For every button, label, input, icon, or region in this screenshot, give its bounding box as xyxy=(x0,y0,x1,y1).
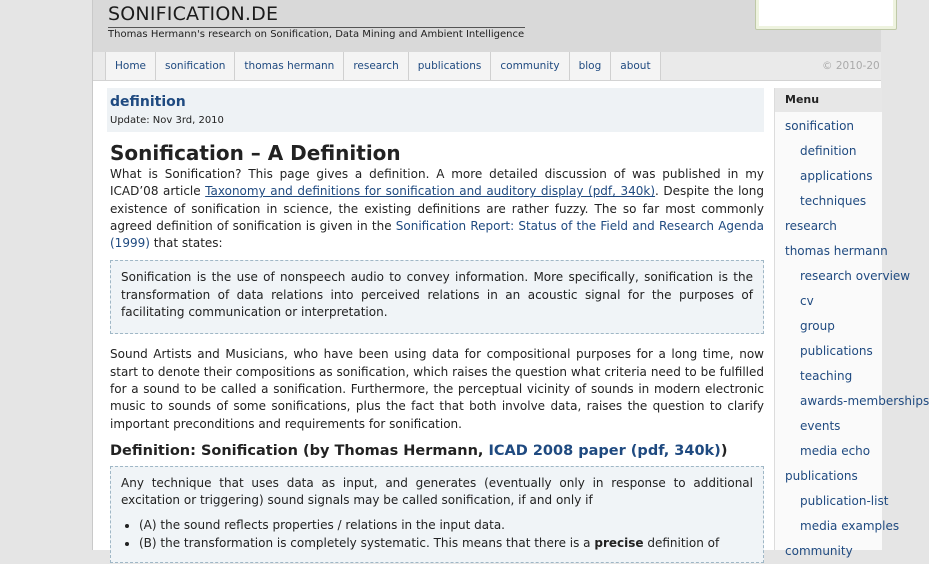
sidebar-item-publication-list[interactable]: publication-list xyxy=(800,494,889,508)
sidebar-item-publications[interactable]: publications xyxy=(800,344,873,358)
nav-item-blog[interactable]: blog xyxy=(570,52,612,80)
site-title[interactable]: SONIFICATION.DE xyxy=(108,3,279,25)
sidebar-item-awards-memberships[interactable]: awards-memberships xyxy=(800,394,929,408)
nav-item-research[interactable]: research xyxy=(344,52,408,80)
sidebar-heading: Menu xyxy=(775,88,882,112)
sonification-report-link[interactable]: Sonification Report: Status of the Field and Research Agenda (1999) xyxy=(110,218,764,251)
title-rule xyxy=(108,27,525,28)
definition-intro-text: Any technique that uses data as input, and generates (eventually only in response to additional excitation or triggering) sound signals may be called sonification, if and only if xyxy=(121,475,753,508)
intro-paragraph xyxy=(110,166,764,252)
criterion-b-text-1: (B) the transformation is completely systematic. This means that there is a xyxy=(139,535,595,550)
criteria-list xyxy=(121,517,753,552)
sidebar-item-applications[interactable]: applications xyxy=(800,169,873,183)
criterion-b-bold: precise xyxy=(594,535,644,550)
nav-items xyxy=(105,52,661,80)
sidebar-item-events[interactable]: events xyxy=(800,419,841,433)
criterion-b xyxy=(139,535,753,552)
hermann-definition-box xyxy=(110,466,764,563)
update-date: Update: Nov 3rd, 2010 xyxy=(110,115,224,126)
search-input[interactable] xyxy=(755,0,897,30)
main-navigation xyxy=(93,52,881,81)
nav-item-sonification[interactable]: sonification xyxy=(156,52,235,80)
sidebar-item-community[interactable]: community xyxy=(785,544,853,558)
article-content xyxy=(110,140,764,563)
sidebar-item-research-overview[interactable]: research overview xyxy=(800,269,911,283)
nav-item-community[interactable]: community xyxy=(491,52,569,80)
sidebar-item-media-examples[interactable]: media examples xyxy=(800,519,900,533)
sidebar-item-cv[interactable]: cv xyxy=(800,294,814,308)
page-header-box xyxy=(107,88,764,132)
site-header xyxy=(93,0,881,52)
sidebar-menu-list xyxy=(775,112,929,564)
icad-paper-link[interactable]: ICAD 2008 paper (pdf, 340k) xyxy=(488,442,721,459)
criterion-b-text-2: definition of xyxy=(643,535,720,550)
sidebar-item-techniques[interactable]: techniques xyxy=(800,194,867,208)
page-title[interactable]: definition xyxy=(110,94,186,110)
sidebar-item-thomas-hermann[interactable]: thomas hermann xyxy=(785,244,888,258)
sidebar-item-publications[interactable]: publications xyxy=(785,469,858,483)
definition-quote: Sonification is the use of nonspeech audio to convey information. More specifically, sonification is the transformation of data relations into perceived relations in an acoustic signal for the purposes of facilitating communication or interpretation. xyxy=(110,260,764,334)
intro-text-3: that states: xyxy=(149,236,223,251)
taxonomy-paper-link[interactable]: Taxonomy and definitions for sonification and auditory display (pdf, 340k) xyxy=(205,184,656,199)
sidebar-item-media-echo[interactable]: media echo xyxy=(800,444,871,458)
nav-item-home[interactable]: Home xyxy=(105,52,156,80)
artists-paragraph: Sound Artists and Musicians, who have been using data for compositional purposes for a long time, now start to denote their compositions as sonification, which raises the question what criteria need to be fulfilled for a sound to be called a sonification. Furthermore, the perceptual vicinity of sounds in modern electronic music to sounds of some sonifications, plus the fact that both involve data, raises the question to clarify important preconditions and requirements for sonification. xyxy=(110,347,764,431)
page xyxy=(92,0,929,558)
nav-item-publications[interactable]: publications xyxy=(409,52,492,80)
sidebar-item-definition[interactable]: definition xyxy=(800,144,857,158)
definition-heading-text: Definition: Sonification (by Thomas Hermann, xyxy=(110,442,489,459)
definition-heading xyxy=(110,441,764,461)
copyright-notice: © 2010-20 xyxy=(822,60,880,72)
intro-text-2: . Despite the long existence of sonification in science, the existing definitions are rather fuzzy. The so far most commonly agreed definition of sonification is given in the xyxy=(110,184,764,233)
definition-heading-close: ) xyxy=(720,442,728,459)
nav-item-thomas-hermann[interactable]: thomas hermann xyxy=(235,52,344,80)
nav-item-about[interactable]: about xyxy=(611,52,660,80)
site-tagline: Thomas Hermann's research on Sonification, Data Mining and Ambient Intelligence xyxy=(108,29,525,40)
criterion-a: • (A) the sound reflects properties / relations in the input data. xyxy=(139,517,753,534)
article-title: Sonification – A Definition xyxy=(110,141,401,165)
sidebar-item-research[interactable]: research xyxy=(785,219,837,233)
sidebar-item-group[interactable]: group xyxy=(800,319,835,333)
sidebar-item-sonification[interactable]: sonification xyxy=(785,119,855,133)
intro-text-1: What is Sonification? This page gives a definition. A more detailed discussion of was published in my ICAD’08 article xyxy=(110,167,764,199)
sidebar-menu xyxy=(774,88,929,558)
sidebar-item-teaching[interactable]: teaching xyxy=(800,369,853,383)
